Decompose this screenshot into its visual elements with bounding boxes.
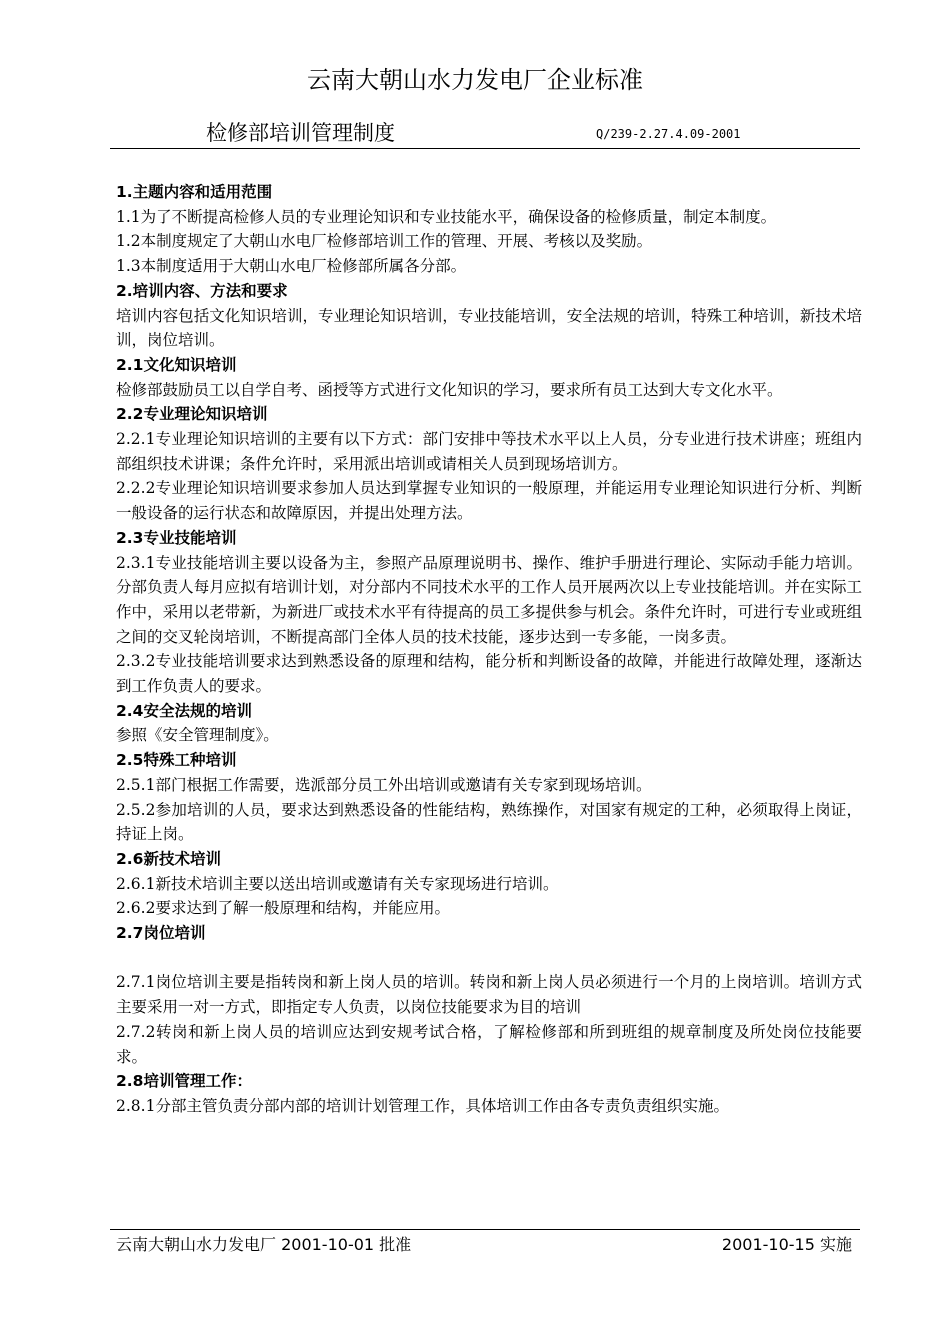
- blank-line: [116, 946, 862, 971]
- section-heading: 2.8培训管理工作：: [116, 1072, 252, 1091]
- header-rule: [110, 148, 860, 149]
- section-heading: 2.7岗位培训: [116, 924, 206, 943]
- paragraph: 1.2本制度规定了大朝山水电厂检修部培训工作的管理、开展、考核以及奖励。: [116, 232, 653, 251]
- paragraph: 2.7.1岗位培训主要是指转岗和新上岗人员的培训。转岗和新上岗人员必须进行一个月的上岗培训。培训方式主要采用一对一方式，即指定专人负责，以岗位技能要求为目的培训: [116, 973, 862, 1017]
- section-heading: 2.5特殊工种培训: [116, 751, 237, 770]
- paragraph: 2.2.1专业理论知识培训的主要有以下方式：部门安排中等技术水平以上人员，分专业进行技术讲座；班组内部组织技术讲课；条件允许时，采用派出培训或请相关人员到现场培训方。: [116, 430, 862, 473]
- footer-rule: [110, 1229, 860, 1230]
- implementation-date: 2001-10-15 实施: [721, 1235, 852, 1254]
- paragraph: 1.3本制度适用于大朝山水电厂检修部所属各分部。: [116, 257, 467, 276]
- section-heading: 2.1文化知识培训: [116, 355, 237, 374]
- document-name: 检修部培训管理制度: [206, 121, 395, 145]
- paragraph: 2.8.1分部主管负责分部内部的培训计划管理工作，具体培训工作由各专责负责组织实施。: [116, 1097, 729, 1115]
- document-code: Q/239-2.27.4.09-2001: [596, 127, 741, 141]
- document-body: [116, 180, 862, 1119]
- section-heading: 2.培训内容、方法和要求: [116, 281, 288, 300]
- paragraph: 2.2.2专业理论知识培训要求参加人员达到掌握专业知识的一般原理，并能运用专业理论知识进行分析、判断一般设备的运行状态和故障原因，并提出处理方法。: [116, 479, 862, 523]
- section-heading: 2.3专业技能培训: [116, 528, 237, 547]
- paragraph: 检修部鼓励员工以自学自考、函授等方式进行文化知识的学习，要求所有员工达到大专文化水平。: [116, 380, 783, 399]
- paragraph: 2.7.2转岗和新上岗人员的培训应达到安规考试合格，了解检修部和所到班组的规章制度及所处岗位技能要求。: [116, 1022, 862, 1066]
- paragraph: 2.5.1部门根据工作需要，选派部分员工外出培训或邀请有关专家到现场培训。: [116, 775, 652, 794]
- section-heading: 1.主题内容和适用范围: [116, 183, 273, 201]
- section-heading: 2.4安全法规的培训: [116, 701, 252, 720]
- section-heading: 2.2专业理论知识培训: [116, 405, 268, 424]
- paragraph: 2.5.2参加培训的人员，要求达到熟悉设备的性能结构，熟练操作，对国家有规定的工种，必须取得上岗证，持证上岗。: [116, 800, 862, 844]
- approval-date: 云南大朝山水力发电厂 2001-10-01 批准: [116, 1235, 412, 1254]
- paragraph: 2.6.1新技术培训主要以送出培训或邀请有关专家现场进行培训。: [116, 874, 559, 893]
- paragraph: 培训内容包括文化知识培训，专业理论知识培训，专业技能培训，安全法规的培训，特殊工种培训，新技术培训，岗位培训。: [116, 306, 862, 350]
- paragraph: 2.3.1专业技能培训主要以设备为主，参照产品原理说明书、操作、维护手册进行理论、实际动手能力培训。分部负责人每月应拟有培训计划，对分部内不同技术水平的工作人员开展两次以上专业技能培训。并在实际工作中，采用以老带新，为新进厂或技术水平有待提高的员工多提供参与机会。条件允许时，可进行专业或班组之间的交叉轮岗培训，不断提高部门全体人员的技术技能，逐步达到一专多能，一岗多责。: [116, 553, 862, 646]
- section-heading: 2.6新技术培训: [116, 849, 221, 868]
- paragraph: 1.1为了不断提高检修人员的专业理论知识和专业技能水平，确保设备的检修质量，制定本制度。: [116, 207, 777, 226]
- paragraph: 2.6.2要求达到了解一般原理和结构，并能应用。: [116, 899, 450, 918]
- paragraph: 参照《安全管理制度》。: [116, 726, 279, 745]
- paragraph: 2.3.2专业技能培训要求达到熟悉设备的原理和结构，能分析和判断设备的故障，并能进行故障处理，逐渐达到工作负责人的要求。: [116, 652, 862, 696]
- page-title: 云南大朝山水力发电厂企业标准: [307, 66, 643, 94]
